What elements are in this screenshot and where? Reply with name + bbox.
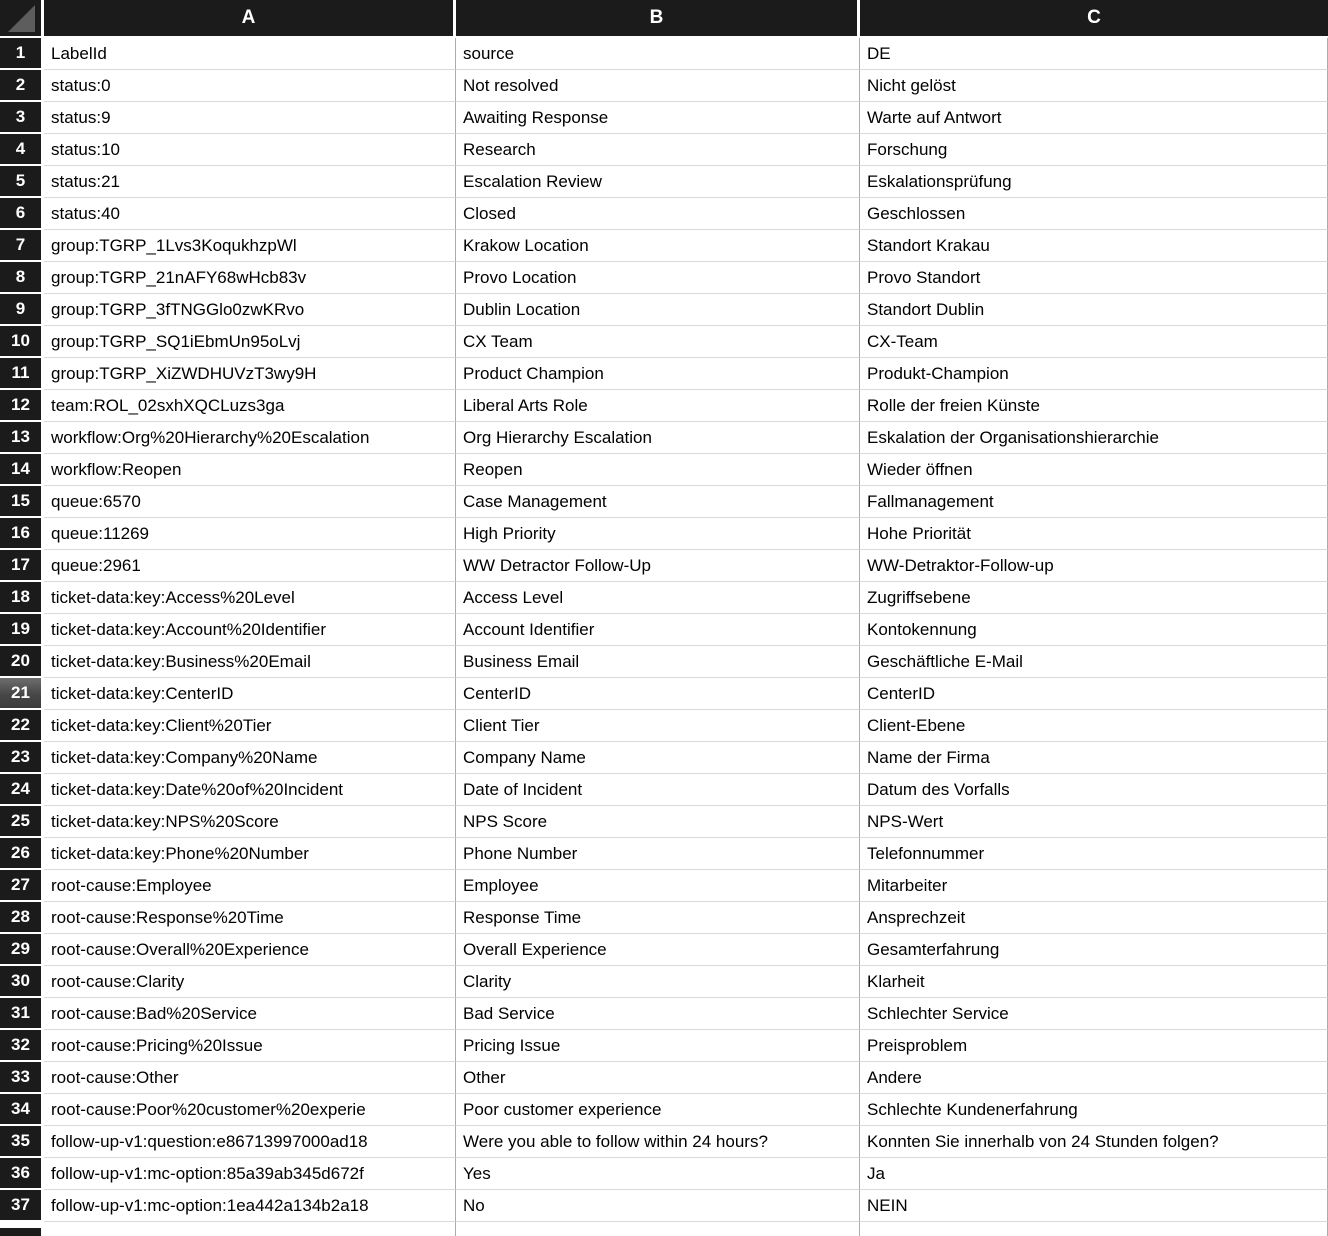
row-header-2[interactable]: 2: [0, 70, 44, 102]
cell-C11[interactable]: Produkt-Champion: [860, 358, 1328, 390]
table-row: [0, 582, 1328, 614]
cell-B14[interactable]: Reopen: [456, 454, 860, 486]
cell-C5[interactable]: Eskalationsprüfung: [860, 166, 1328, 198]
cell-A31[interactable]: root-cause:Bad%20Service: [44, 998, 456, 1030]
cell-B8[interactable]: Provo Location: [456, 262, 860, 294]
row-header-32[interactable]: 32: [0, 1030, 44, 1062]
table-row: [0, 678, 1328, 710]
row-header-27[interactable]: 27: [0, 870, 44, 902]
cell-B35[interactable]: Were you able to follow within 24 hours?: [456, 1126, 860, 1158]
cell-C13[interactable]: Eskalation der Organisationshierarchie: [860, 422, 1328, 454]
table-row: [0, 838, 1328, 870]
row-header-34[interactable]: 34: [0, 1094, 44, 1126]
table-row: [0, 70, 1328, 102]
cell-A6[interactable]: status:40: [44, 198, 456, 230]
table-row: [0, 1190, 1328, 1222]
table-row: [0, 102, 1328, 134]
cell-B7[interactable]: Krakow Location: [456, 230, 860, 262]
row-header-8[interactable]: 8: [0, 262, 44, 294]
cell-B24[interactable]: Date of Incident: [456, 774, 860, 806]
cell-B17[interactable]: WW Detractor Follow-Up: [456, 550, 860, 582]
cell-B5[interactable]: Escalation Review: [456, 166, 860, 198]
cell-A18[interactable]: ticket-data:key:Access%20Level: [44, 582, 456, 614]
cell-C1[interactable]: DE: [860, 38, 1328, 70]
cell-C36[interactable]: Ja: [860, 1158, 1328, 1190]
cell-B32[interactable]: Pricing Issue: [456, 1030, 860, 1062]
cell-B1[interactable]: source: [456, 38, 860, 70]
row-header-7[interactable]: 7: [0, 230, 44, 262]
table-row: [0, 166, 1328, 198]
cell-C4[interactable]: Forschung: [860, 134, 1328, 166]
cell-C3[interactable]: Warte auf Antwort: [860, 102, 1328, 134]
cell-A17[interactable]: queue:2961: [44, 550, 456, 582]
row-header-21[interactable]: 21: [0, 678, 44, 710]
table-row: [0, 550, 1328, 582]
row-header-1[interactable]: 1: [0, 38, 44, 70]
table-row: [0, 934, 1328, 966]
table-row: [0, 774, 1328, 806]
cell-A30[interactable]: root-cause:Clarity: [44, 966, 456, 998]
cell-A4[interactable]: status:10: [44, 134, 456, 166]
partial-row: [0, 1222, 1328, 1236]
cell-C7[interactable]: Standort Krakau: [860, 230, 1328, 262]
cell-B13[interactable]: Org Hierarchy Escalation: [456, 422, 860, 454]
table-row: [0, 646, 1328, 678]
cell-C24[interactable]: Datum des Vorfalls: [860, 774, 1328, 806]
cell-B37[interactable]: No: [456, 1190, 860, 1222]
cell-B27[interactable]: Employee: [456, 870, 860, 902]
row-header-12[interactable]: 12: [0, 390, 44, 422]
column-header-c[interactable]: C: [860, 0, 1328, 38]
cell-A1[interactable]: LabelId: [44, 38, 456, 70]
cell-C15[interactable]: Fallmanagement: [860, 486, 1328, 518]
table-row: [0, 1094, 1328, 1126]
table-row: [0, 390, 1328, 422]
table-row: [0, 422, 1328, 454]
row-header-31[interactable]: 31: [0, 998, 44, 1030]
cell-B6[interactable]: Closed: [456, 198, 860, 230]
cell-B30[interactable]: Clarity: [456, 966, 860, 998]
cell-C20[interactable]: Geschäftliche E-Mail: [860, 646, 1328, 678]
select-all-icon: [8, 5, 35, 32]
table-row: [0, 1126, 1328, 1158]
cell-C2[interactable]: Nicht gelöst: [860, 70, 1328, 102]
table-row: [0, 710, 1328, 742]
row-header-stub: [0, 1228, 44, 1236]
row-header-26[interactable]: 26: [0, 838, 44, 870]
select-all-button[interactable]: [0, 0, 44, 38]
cell-A10[interactable]: group:TGRP_SQ1iEbmUn95oLvj: [44, 326, 456, 358]
cell-A8[interactable]: group:TGRP_21nAFY68wHcb83v: [44, 262, 456, 294]
cell-A32[interactable]: root-cause:Pricing%20Issue: [44, 1030, 456, 1062]
row-header-28[interactable]: 28: [0, 902, 44, 934]
cell-B10[interactable]: CX Team: [456, 326, 860, 358]
row-header-10[interactable]: 10: [0, 326, 44, 358]
cell-A25[interactable]: ticket-data:key:NPS%20Score: [44, 806, 456, 838]
cell-B28[interactable]: Response Time: [456, 902, 860, 934]
table-row: [0, 134, 1328, 166]
cell-C34[interactable]: Schlechte Kundenerfahrung: [860, 1094, 1328, 1126]
table-row: [0, 198, 1328, 230]
cell-B18[interactable]: Access Level: [456, 582, 860, 614]
cell-B11[interactable]: Product Champion: [456, 358, 860, 390]
row-header-6[interactable]: 6: [0, 198, 44, 230]
table-row: [0, 870, 1328, 902]
table-row: [0, 262, 1328, 294]
table-row: [0, 1030, 1328, 1062]
cell-B2[interactable]: Not resolved: [456, 70, 860, 102]
cell-A26[interactable]: ticket-data:key:Phone%20Number: [44, 838, 456, 870]
cell-A15[interactable]: queue:6570: [44, 486, 456, 518]
cell-A33[interactable]: root-cause:Other: [44, 1062, 456, 1094]
cell-B33[interactable]: Other: [456, 1062, 860, 1094]
cell-A21[interactable]: ticket-data:key:CenterID: [44, 678, 456, 710]
row-header-16[interactable]: 16: [0, 518, 44, 550]
cell-B22[interactable]: Client Tier: [456, 710, 860, 742]
cell-C19[interactable]: Kontokennung: [860, 614, 1328, 646]
column-header-a[interactable]: A: [44, 0, 456, 38]
cell-B25[interactable]: NPS Score: [456, 806, 860, 838]
cell-C21[interactable]: CenterID: [860, 678, 1328, 710]
cell-C14[interactable]: Wieder öffnen: [860, 454, 1328, 486]
table-row: [0, 998, 1328, 1030]
cell-B31[interactable]: Bad Service: [456, 998, 860, 1030]
cell-B34[interactable]: Poor customer experience: [456, 1094, 860, 1126]
cell-C30[interactable]: Klarheit: [860, 966, 1328, 998]
row-header-9[interactable]: 9: [0, 294, 44, 326]
row-header-22[interactable]: 22: [0, 710, 44, 742]
cell-C33[interactable]: Andere: [860, 1062, 1328, 1094]
cell-C28[interactable]: Ansprechzeit: [860, 902, 1328, 934]
cell-C18[interactable]: Zugriffsebene: [860, 582, 1328, 614]
cell-A22[interactable]: ticket-data:key:Client%20Tier: [44, 710, 456, 742]
cell-A28[interactable]: root-cause:Response%20Time: [44, 902, 456, 934]
cell-B4[interactable]: Research: [456, 134, 860, 166]
table-row: [0, 358, 1328, 390]
cell-B36[interactable]: Yes: [456, 1158, 860, 1190]
cell-C22[interactable]: Client-Ebene: [860, 710, 1328, 742]
cell-B20[interactable]: Business Email: [456, 646, 860, 678]
row-header-18[interactable]: 18: [0, 582, 44, 614]
cell-C10[interactable]: CX-Team: [860, 326, 1328, 358]
table-row: [0, 614, 1328, 646]
row-header-35[interactable]: 35: [0, 1126, 44, 1158]
cell-B19[interactable]: Account Identifier: [456, 614, 860, 646]
cell-A29[interactable]: root-cause:Overall%20Experience: [44, 934, 456, 966]
row-header-30[interactable]: 30: [0, 966, 44, 998]
cell-B3[interactable]: Awaiting Response: [456, 102, 860, 134]
cell-B21[interactable]: CenterID: [456, 678, 860, 710]
cell-A3[interactable]: status:9: [44, 102, 456, 134]
table-row: [0, 1158, 1328, 1190]
cell-A5[interactable]: status:21: [44, 166, 456, 198]
row-header-23[interactable]: 23: [0, 742, 44, 774]
cell-A13[interactable]: workflow:Org%20Hierarchy%20Escalation: [44, 422, 456, 454]
cell-C31[interactable]: Schlechter Service: [860, 998, 1328, 1030]
table-row: [0, 486, 1328, 518]
cell-B12[interactable]: Liberal Arts Role: [456, 390, 860, 422]
cell-A19[interactable]: ticket-data:key:Account%20Identifier: [44, 614, 456, 646]
row-header-13[interactable]: 13: [0, 422, 44, 454]
cell-A23[interactable]: ticket-data:key:Company%20Name: [44, 742, 456, 774]
row-header-29[interactable]: 29: [0, 934, 44, 966]
cell-A37[interactable]: follow-up-v1:mc-option:1ea442a134b2a18: [44, 1190, 456, 1222]
cell-C29[interactable]: Gesamterfahrung: [860, 934, 1328, 966]
cell-A12[interactable]: team:ROL_02sxhXQCLuzs3ga: [44, 390, 456, 422]
row-header-17[interactable]: 17: [0, 550, 44, 582]
row-header-14[interactable]: 14: [0, 454, 44, 486]
table-row: [0, 742, 1328, 774]
cell-C37[interactable]: NEIN: [860, 1190, 1328, 1222]
cell-C32[interactable]: Preisproblem: [860, 1030, 1328, 1062]
row-header-36[interactable]: 36: [0, 1158, 44, 1190]
table-row: [0, 518, 1328, 550]
cell-A27[interactable]: root-cause:Employee: [44, 870, 456, 902]
cell-C6[interactable]: Geschlossen: [860, 198, 1328, 230]
row-header-24[interactable]: 24: [0, 774, 44, 806]
cell-C8[interactable]: Provo Standort: [860, 262, 1328, 294]
cell-A34[interactable]: root-cause:Poor%20customer%20experie: [44, 1094, 456, 1126]
cell-A11[interactable]: group:TGRP_XiZWDHUVzT3wy9H: [44, 358, 456, 390]
cell-A9[interactable]: group:TGRP_3fTNGGlo0zwKRvo: [44, 294, 456, 326]
cell-B9[interactable]: Dublin Location: [456, 294, 860, 326]
table-row: [0, 806, 1328, 838]
row-header-5[interactable]: 5: [0, 166, 44, 198]
cell-B15[interactable]: Case Management: [456, 486, 860, 518]
table-row: [0, 902, 1328, 934]
row-header-19[interactable]: 19: [0, 614, 44, 646]
cell-A36[interactable]: follow-up-v1:mc-option:85a39ab345d672f: [44, 1158, 456, 1190]
column-header-b[interactable]: B: [456, 0, 860, 38]
cell-A2[interactable]: status:0: [44, 70, 456, 102]
table-row: [0, 454, 1328, 486]
cell-C17[interactable]: WW-Detraktor-Follow-up: [860, 550, 1328, 582]
row-header-33[interactable]: 33: [0, 1062, 44, 1094]
table-row: [0, 230, 1328, 262]
column-header-row: [0, 0, 1328, 38]
cell-C12[interactable]: Rolle der freien Künste: [860, 390, 1328, 422]
cell-C25[interactable]: NPS-Wert: [860, 806, 1328, 838]
cell-A24[interactable]: ticket-data:key:Date%20of%20Incident: [44, 774, 456, 806]
row-header-25[interactable]: 25: [0, 806, 44, 838]
cell-B16[interactable]: High Priority: [456, 518, 860, 550]
row-header-20[interactable]: 20: [0, 646, 44, 678]
cell-A7[interactable]: group:TGRP_1Lvs3KoqukhzpWl: [44, 230, 456, 262]
table-row: [0, 38, 1328, 70]
row-header-15[interactable]: 15: [0, 486, 44, 518]
cell-B26[interactable]: Phone Number: [456, 838, 860, 870]
cell-C35[interactable]: Konnten Sie innerhalb von 24 Stunden folgen?: [860, 1126, 1328, 1158]
cell-C27[interactable]: Mitarbeiter: [860, 870, 1328, 902]
table-row: [0, 294, 1328, 326]
cell-C23[interactable]: Name der Firma: [860, 742, 1328, 774]
cell-A14[interactable]: workflow:Reopen: [44, 454, 456, 486]
table-row: [0, 326, 1328, 358]
cell-C9[interactable]: Standort Dublin: [860, 294, 1328, 326]
table-row: [0, 1062, 1328, 1094]
cell-B29[interactable]: Overall Experience: [456, 934, 860, 966]
cell-C16[interactable]: Hohe Priorität: [860, 518, 1328, 550]
row-header-37[interactable]: 37: [0, 1190, 44, 1222]
row-header-11[interactable]: 11: [0, 358, 44, 390]
cell-B23[interactable]: Company Name: [456, 742, 860, 774]
row-header-3[interactable]: 3: [0, 102, 44, 134]
row-header-4[interactable]: 4: [0, 134, 44, 166]
table-row: [0, 966, 1328, 998]
cell-A20[interactable]: ticket-data:key:Business%20Email: [44, 646, 456, 678]
sheet-body: [0, 38, 1328, 1222]
cell-A16[interactable]: queue:11269: [44, 518, 456, 550]
cell-A35[interactable]: follow-up-v1:question:e86713997000ad18: [44, 1126, 456, 1158]
cell-C26[interactable]: Telefonnummer: [860, 838, 1328, 870]
